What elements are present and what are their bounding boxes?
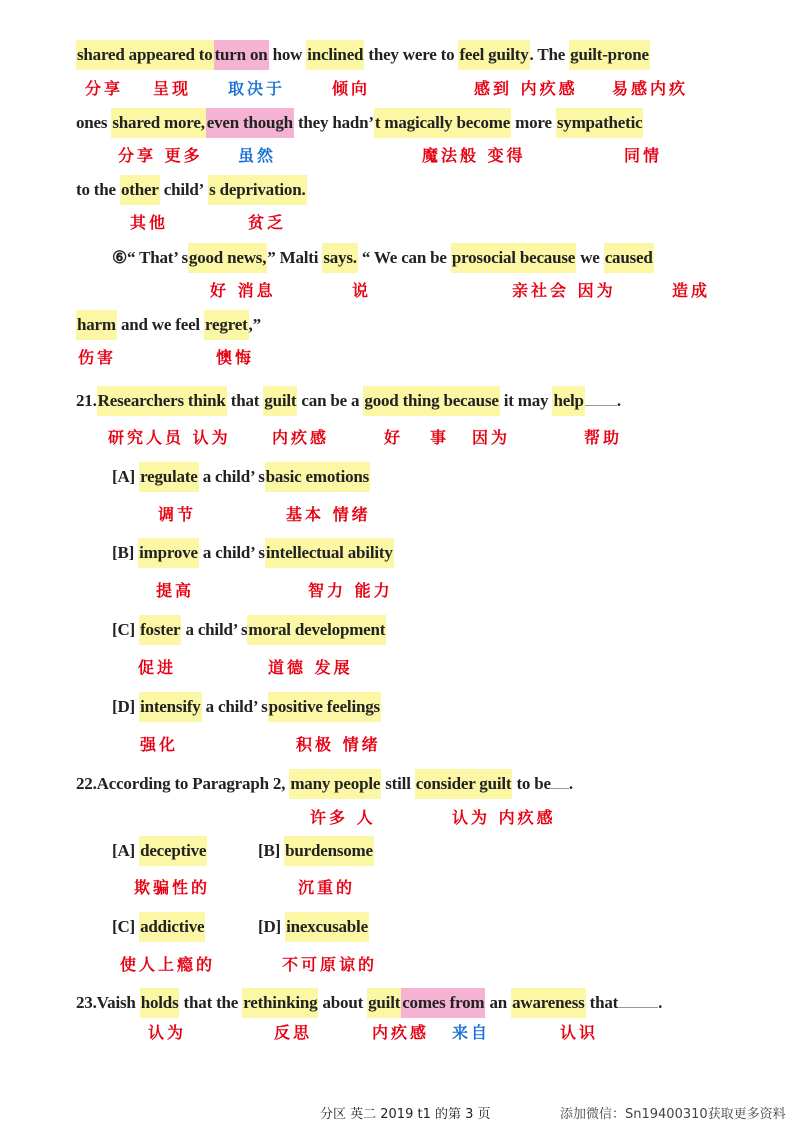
- text: ones: [76, 113, 108, 132]
- passage-line-5: [76, 310, 261, 340]
- annotation: 认识: [560, 1023, 599, 1042]
- option-21-a[interactable]: [112, 462, 370, 492]
- option-label: [D]: [258, 917, 281, 936]
- annotation: 感到 内疚感: [474, 79, 578, 98]
- hl-awareness: awareness: [511, 988, 586, 1018]
- annotation: 因为: [472, 428, 511, 447]
- annotation: 研究人员 认为: [108, 428, 231, 447]
- hl-prosocial-because: prosocial because: [451, 243, 576, 273]
- hl-good-news: good news,: [188, 243, 267, 273]
- option-label: [B]: [258, 841, 281, 860]
- hl-holds: holds: [140, 988, 180, 1018]
- text: “ We can be: [361, 248, 447, 267]
- option-label: [B]: [112, 543, 135, 562]
- annotation: 不可原谅的: [282, 955, 378, 974]
- hl-turn-on: turn on: [214, 40, 269, 70]
- question-23-stem: [76, 988, 662, 1018]
- text: to the: [76, 180, 116, 199]
- passage-line-4: [112, 243, 654, 273]
- hl-even-though: even though: [206, 108, 294, 138]
- question-22-stem: [76, 769, 573, 799]
- option-22-d[interactable]: [258, 912, 369, 942]
- hl-regret: regret: [204, 310, 249, 340]
- text: more: [515, 113, 552, 132]
- hl-magically-become: t magically become: [374, 108, 511, 138]
- passage-line-1: [76, 40, 650, 70]
- hl-sympathetic: sympathetic: [556, 108, 644, 138]
- hl-harm: harm: [76, 310, 117, 340]
- text: ” Malti: [267, 248, 319, 267]
- text: to be: [516, 774, 551, 793]
- annotation: 许多 人: [310, 808, 376, 827]
- text: an: [489, 993, 507, 1012]
- hl-feel-guilty: feel guilty: [458, 40, 529, 70]
- option-22-a[interactable]: [112, 836, 207, 866]
- hl-many-people: many people: [289, 769, 381, 799]
- annotation: 懊悔: [216, 348, 255, 367]
- page-footer: [0, 1104, 800, 1126]
- annotation: 呈现: [153, 79, 192, 98]
- text: a child’ s: [202, 467, 265, 486]
- annotation: 贫乏: [248, 213, 287, 232]
- text: a child’ s: [202, 543, 265, 562]
- answer-blank: [585, 387, 617, 406]
- question-21-stem: [76, 386, 621, 416]
- text: 23.Vaish: [76, 993, 136, 1012]
- annotation: 欺骗性的: [134, 878, 211, 897]
- annotation: 造成: [672, 281, 711, 300]
- watermark-text: 添加微信：Sn19400310获取更多资料: [560, 1107, 786, 1122]
- option-label: [C]: [112, 917, 135, 936]
- hl-rethinking: rethinking: [242, 988, 318, 1018]
- annotation: 取决于: [228, 79, 286, 98]
- text: a child’ s: [185, 620, 248, 639]
- annotation: 认为: [148, 1023, 187, 1042]
- annotation: 道德 发展: [268, 658, 353, 677]
- option-21-c[interactable]: [112, 615, 386, 645]
- annotation: 认为 内疚感: [452, 808, 556, 827]
- annotation: 分享: [85, 79, 124, 98]
- annotation: 提高: [156, 581, 195, 600]
- hl-shared-more: shared more,: [111, 108, 205, 138]
- annotation: 说: [352, 281, 372, 300]
- text: that: [589, 993, 619, 1012]
- annotation: 同情: [624, 146, 663, 165]
- text: child’: [163, 180, 205, 199]
- annotation: 其他: [130, 213, 169, 232]
- text: we: [580, 248, 600, 267]
- annotation: 基本 情绪: [286, 505, 371, 524]
- text: about: [322, 993, 364, 1012]
- option-label: [A]: [112, 841, 135, 860]
- annotation: 帮助: [584, 428, 623, 447]
- hl-consider-guilt: consider guilt: [415, 769, 513, 799]
- page-number: 分区 英二 2019 t1 的第 3 页: [320, 1107, 491, 1122]
- annotation: 魔法般 变得: [422, 146, 526, 165]
- annotation: 好: [384, 428, 404, 447]
- annotation: 使人上瘾的: [120, 955, 216, 974]
- option-21-b[interactable]: [112, 538, 394, 568]
- option-22-c[interactable]: [112, 912, 205, 942]
- answer-blank: [618, 989, 658, 1008]
- text: still: [385, 774, 411, 793]
- hl-foster: foster: [139, 615, 181, 645]
- text: they hadn’: [297, 113, 374, 132]
- hl-intellectual-ability: intellectual ability: [265, 538, 394, 568]
- hl-good-thing-because: good thing because: [363, 386, 499, 416]
- hl-help: help: [552, 386, 584, 416]
- text: ⑥“ That’ s: [112, 248, 188, 267]
- text: that the: [183, 993, 239, 1012]
- option-label: [A]: [112, 467, 135, 486]
- annotation: 强化: [140, 735, 179, 754]
- hl-deceptive: deceptive: [139, 836, 207, 866]
- passage-line-3: [76, 175, 307, 205]
- text: and we feel: [120, 315, 200, 334]
- hl-positive-feelings: positive feelings: [268, 692, 381, 722]
- annotation: 反思: [274, 1023, 313, 1042]
- hl-shared-appeared: shared appeared to: [76, 40, 214, 70]
- hl-deprivation: s deprivation.: [208, 175, 306, 205]
- text: 22.According to Paragraph 2,: [76, 774, 286, 793]
- hl-caused: caused: [604, 243, 654, 273]
- hl-inclined: inclined: [306, 40, 364, 70]
- hl-regulate: regulate: [139, 462, 199, 492]
- text: a child’ s: [205, 697, 268, 716]
- hl-guilt: guilt: [263, 386, 297, 416]
- option-21-d[interactable]: [112, 692, 381, 722]
- option-22-b[interactable]: [258, 836, 374, 866]
- hl-improve: improve: [138, 538, 199, 568]
- text: that: [230, 391, 260, 410]
- text: how: [272, 45, 303, 64]
- hl-burdensome: burdensome: [284, 836, 374, 866]
- annotation: 易感内疚: [612, 79, 689, 98]
- option-label: [C]: [112, 620, 135, 639]
- hl-guilt-prone: guilt-prone: [569, 40, 650, 70]
- text: .: [616, 391, 621, 410]
- annotation: 来自: [452, 1023, 491, 1042]
- annotation: 内疚感: [272, 428, 330, 447]
- text: . The: [529, 45, 566, 64]
- annotation: 分享 更多: [118, 146, 203, 165]
- answer-blank: [551, 770, 569, 789]
- hl-moral-development: moral development: [247, 615, 386, 645]
- text: they were to: [368, 45, 455, 64]
- hl-guilt: guilt: [367, 988, 401, 1018]
- hl-intensify: intensify: [139, 692, 202, 722]
- text: .: [568, 774, 573, 793]
- annotation: 内疚感: [372, 1023, 430, 1042]
- annotation: 智力 能力: [308, 581, 393, 600]
- annotation: 亲社会 因为: [512, 281, 616, 300]
- text: .: [658, 993, 663, 1012]
- hl-inexcusable: inexcusable: [285, 912, 369, 942]
- hl-comes-from: comes from: [401, 988, 485, 1018]
- annotation: 事: [430, 428, 450, 447]
- hl-other: other: [120, 175, 160, 205]
- text: can be a: [301, 391, 360, 410]
- text: it may: [503, 391, 549, 410]
- annotation: 促进: [138, 658, 177, 677]
- text: ,”: [248, 315, 261, 334]
- annotation: 调节: [158, 505, 197, 524]
- annotation: 好 消息: [210, 281, 276, 300]
- hl-addictive: addictive: [139, 912, 205, 942]
- annotation: 倾向: [332, 79, 371, 98]
- annotation: 虽然: [238, 146, 277, 165]
- annotation: 伤害: [78, 348, 117, 367]
- text: 21.: [76, 391, 97, 410]
- annotation: 积极 情绪: [296, 735, 381, 754]
- option-label: [D]: [112, 697, 135, 716]
- annotation: 沉重的: [298, 878, 356, 897]
- passage-line-2: [76, 108, 643, 138]
- hl-researchers-think: Researchers think: [97, 386, 227, 416]
- hl-says: says.: [322, 243, 357, 273]
- hl-basic-emotions: basic emotions: [265, 462, 370, 492]
